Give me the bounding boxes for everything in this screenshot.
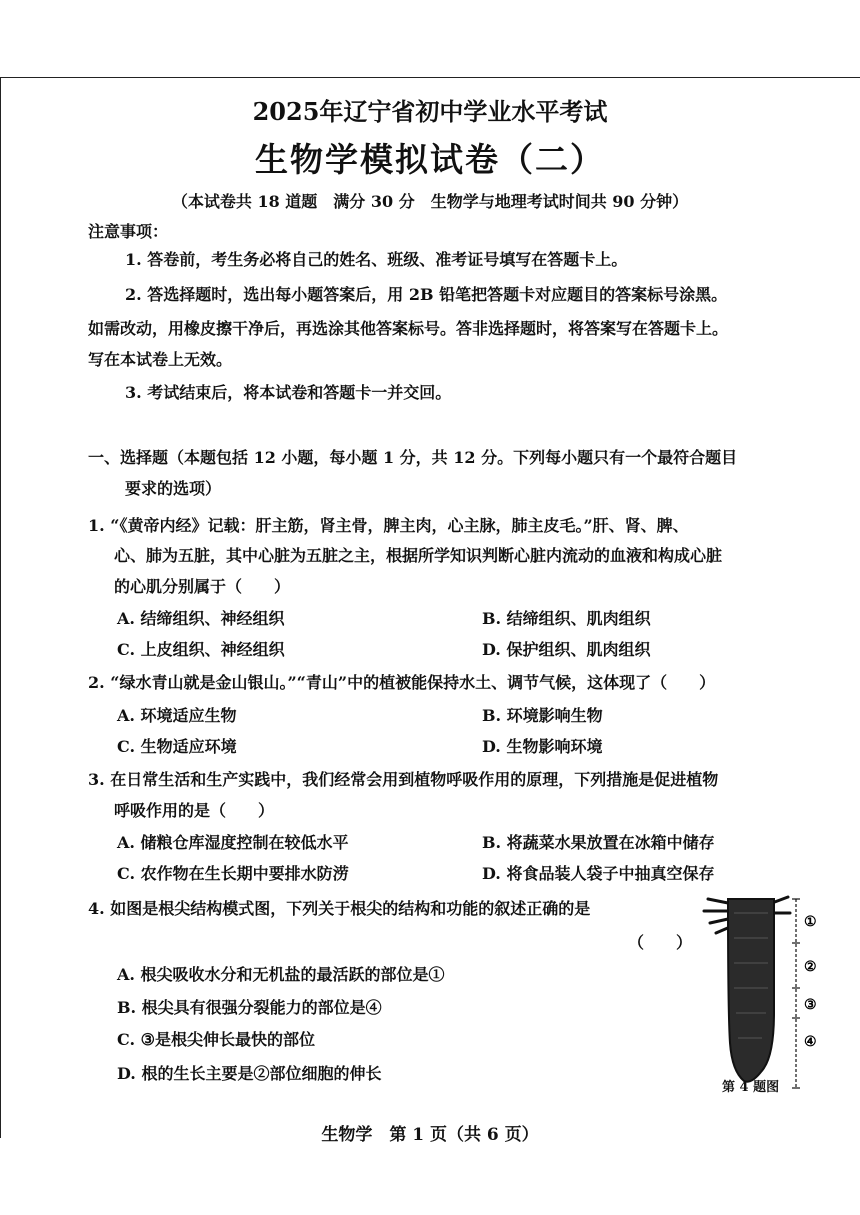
label-region-4: ④ (804, 1034, 817, 1050)
notes-heading: 注意事项： (88, 222, 169, 241)
q2-option-c: C. 生物适应环境 (117, 737, 237, 756)
note-item-2-line-1: 2. 答选择题时，选出每小题答案后，用 2B 铅笔把答题卡对应题目的答案标号涂黑。 (125, 285, 728, 304)
q1-stem-line-1: 1. “《黄帝内经》记载：肝主筋，肾主骨，脾主肉，心主脉，肺主皮毛。”肝、肾、脾、 (88, 516, 689, 535)
q1-stem-line-2: 心、肺为五脏，其中心脏为五脏之主，根据所学知识判断心脏内流动的血液和构成心脏 (114, 546, 723, 565)
q4-stem: 4. 如图是根尖结构模式图，下列关于根尖的结构和功能的叙述正确的是 (88, 899, 591, 918)
page-footer: 生物学 第 1 页（共 6 页） (321, 1125, 539, 1145)
note-item-2-line-3: 写在本试卷上无效。 (88, 350, 233, 369)
q4-answer-paren: （ ） (628, 933, 693, 952)
page-left-border (0, 78, 1, 1138)
q3-stem-line-2: 呼吸作用的是（ ） (114, 801, 275, 820)
root-tip-diagram (700, 893, 830, 1098)
q4-option-b: B. 根尖具有很强分裂能力的部位是④ (117, 998, 382, 1017)
section-heading-line-2: 要求的选项） (125, 479, 222, 498)
q4-option-c: C. ③是根尖伸长最快的部位 (117, 1030, 315, 1049)
exam-info: （本试卷共 18 道题 满分 30 分 生物学与地理考试时间共 90 分钟） (171, 192, 689, 211)
q4-option-a: A. 根尖吸收水分和无机盐的最活跃的部位是① (117, 965, 445, 984)
q2-option-b: B. 环境影响生物 (482, 706, 603, 725)
page-top-border (0, 77, 860, 78)
root-body (728, 899, 774, 1082)
note-item-3: 3. 考试结束后，将本试卷和答题卡一并交回。 (125, 383, 452, 402)
q2-stem: 2. “绿水青山就是金山银山。”“青山”中的植被能保持水土、调节气候，这体现了（ ） (88, 673, 716, 692)
q1-option-a: A. 结缔组织、神经组织 (117, 609, 285, 628)
q4-option-d: D. 根的生长主要是②部位细胞的伸长 (117, 1064, 382, 1083)
exam-title: 2025年辽宁省初中学业水平考试 (252, 97, 608, 126)
q3-option-d: D. 将食品装人袋子中抽真空保存 (482, 864, 715, 883)
q1-option-b: B. 结缔组织、肌肉组织 (482, 609, 651, 628)
q3-option-c: C. 农作物在生长期中要排水防涝 (117, 864, 349, 883)
q3-option-a: A. 储粮仓库湿度控制在较低水平 (117, 833, 349, 852)
q2-option-a: A. 环境适应生物 (117, 706, 237, 725)
q3-option-b: B. 将蔬菜水果放置在冰箱中储存 (482, 833, 715, 852)
label-region-3: ③ (804, 997, 817, 1013)
q1-option-d: D. 保护组织、肌肉组织 (482, 640, 651, 659)
region-bracket (792, 899, 800, 1088)
q1-stem-line-3: 的心肌分别属于（ ） (114, 577, 291, 596)
q3-stem-line-1: 3. 在日常生活和生产实践中，我们经常会用到植物呼吸作用的原理，下列措施是促进植物 (88, 770, 719, 789)
label-region-2: ② (804, 959, 817, 975)
q2-option-d: D. 生物影响环境 (482, 737, 603, 756)
paper-title: 生物学模拟试卷（二） (255, 140, 605, 179)
section-heading-line-1: 一、选择题（本题包括 12 小题，每小题 1 分，共 12 分。下列每小题只有一个最符合题目 (88, 448, 738, 467)
figure-caption: 第 4 题图 (722, 1080, 780, 1095)
note-item-1: 1. 答卷前，考生务必将自己的姓名、班级、准考证号填写在答题卡上。 (125, 250, 628, 269)
q1-option-c: C. 上皮组织、神经组织 (117, 640, 285, 659)
note-item-2-line-2: 如需改动，用橡皮擦干净后，再选涂其他答案标号。答非选择题时，将答案写在答题卡上。 (88, 319, 729, 338)
label-region-1: ① (804, 914, 817, 930)
